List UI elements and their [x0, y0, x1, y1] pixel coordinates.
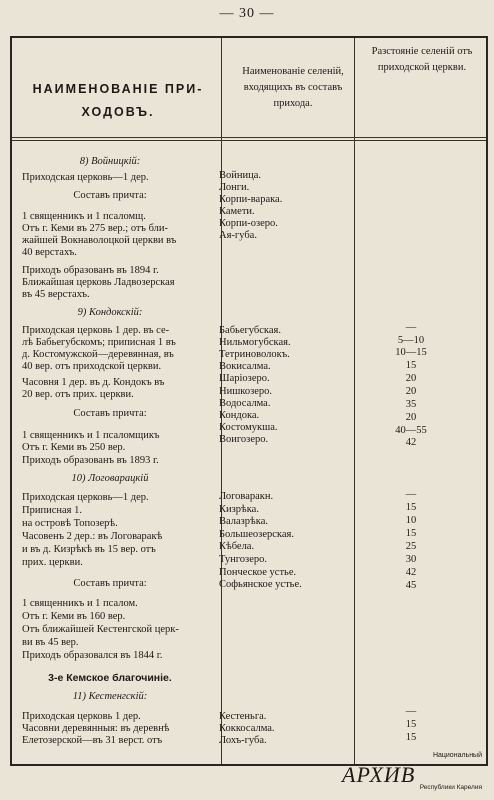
village-name: Бабьегубская. — [219, 325, 281, 336]
village-name: Коккосалма. — [219, 723, 275, 734]
distance-value: 10—15 — [395, 347, 427, 358]
parish-text-line: 40 вер. отъ приходской церкви. — [22, 361, 162, 372]
village-name: Войница. — [219, 170, 262, 181]
distance-value: — — [405, 322, 417, 333]
village-name: Большеозерская. — [219, 529, 294, 540]
distance-value: 20 — [405, 373, 417, 384]
parish-text-line: 40 верстахъ. — [22, 247, 77, 258]
parish-text-line: Приходъ образовался въ 1844 г. — [22, 650, 163, 661]
parish-text-line: 1 священникъ и 1 псаломщ. — [22, 211, 146, 222]
archive-logo — [322, 752, 488, 796]
parish-text-line: въ 45 верстахъ. — [22, 289, 90, 300]
parish-text-line: Отъ ближайшей Кестенгской церк- — [22, 624, 179, 635]
distance-value: 10 — [405, 515, 417, 526]
distance-value: 42 — [405, 567, 417, 578]
parish-heading: 11) Кестенгскій: — [72, 691, 148, 702]
header-parishes: НАИМЕНОВАНІЕ ПРИ-ХОДОВЪ. — [32, 82, 204, 119]
parish-text-line: Приходъ образованъ въ 1894 г. — [22, 265, 159, 276]
parish-text-line: Ближайшая церковь Ладвозерская — [22, 277, 175, 288]
parish-text-line: прих. церкви. — [22, 557, 83, 568]
header-divider — [12, 140, 486, 141]
parish-text-line: Приходская церковь—1 дер. — [22, 492, 149, 503]
logo-caption-bottom: Республики Карелия — [419, 784, 482, 791]
village-name: Кѣбела. — [219, 541, 255, 552]
parish-text-line: Часовня 1 дер. въ д. Кондокъ въ — [22, 377, 165, 388]
parish-text-line: Приходская церковь—1 дер. — [22, 172, 149, 183]
distance-value: — — [405, 489, 417, 500]
parish-text-line: жайшей Вокнаволоцкой церкви въ — [22, 235, 177, 246]
village-name: Лонги. — [219, 182, 250, 193]
parish-text-line: Елетозерской—въ 31 верст. отъ — [22, 735, 163, 746]
village-name: Понческое устье. — [219, 567, 297, 578]
header-distance: Разстояніе селеній отъ приходской церкви. — [371, 46, 473, 73]
village-name: Водосалма. — [219, 398, 271, 409]
distance-value: 42 — [405, 437, 417, 448]
parish-text-line: Приходъ образованъ въ 1893 г. — [22, 455, 159, 466]
distance-value: 20 — [405, 386, 417, 397]
village-name: Ая-губа. — [219, 230, 257, 241]
parish-text-line: Составъ причта: — [73, 578, 147, 589]
village-name: Камети. — [219, 206, 255, 217]
parish-text-line: Приходская церковь 1 дер. — [22, 711, 141, 722]
header-divider — [12, 137, 486, 138]
village-name: Корпи-варака. — [219, 194, 283, 205]
parish-text-line: Часовенъ 2 дер.: въ Логоваракѣ — [22, 531, 163, 542]
village-name: Нильмогубская. — [219, 337, 291, 348]
parish-text-line: Составъ причта: — [73, 408, 147, 419]
parish-text-line: Приходская церковь 1 дер. въ се- — [22, 325, 170, 336]
parish-heading: 9) Кондокскій: — [77, 307, 143, 318]
parish-text-line: ви въ 45 вер. — [22, 637, 79, 648]
village-name: Кизрѣка. — [219, 504, 259, 515]
parish-text-line: Составъ причта: — [73, 190, 147, 201]
parish-heading: 10) Логоварацкій — [71, 473, 149, 484]
village-name: Костомукша. — [219, 422, 278, 433]
parish-text-line: 1 священникъ и 1 псаломщикъ — [22, 430, 160, 441]
distance-value: 20 — [405, 412, 417, 423]
parish-text-line: Отъ г. Кеми въ 250 вер. — [22, 442, 126, 453]
village-name: Шаріозеро. — [219, 373, 270, 384]
parish-text-line: 3-е Кемское благочиніе. — [48, 672, 172, 684]
village-name: Воигозеро. — [219, 434, 269, 445]
parish-text-line: лѣ Бабьегубскомъ; приписная 1 въ — [22, 337, 176, 348]
parish-text-line: Отъ г. Кеми въ 275 вер.; отъ бли- — [22, 223, 169, 234]
village-name: Корпи-озеро. — [219, 218, 278, 229]
distance-value: 15 — [405, 719, 417, 730]
distance-value: 15 — [405, 502, 417, 513]
logo-caption-top: Национальный — [432, 752, 482, 759]
village-name: Тунгозеро. — [219, 554, 267, 565]
distance-value: 30 — [405, 554, 417, 565]
village-name: Кондока. — [219, 410, 260, 421]
parish-text-line: д. Костомужской—деревянная, въ — [22, 349, 174, 360]
distance-value: — — [405, 706, 417, 717]
parish-text-line: 20 вер. отъ прих. церкви. — [22, 389, 134, 400]
parish-text-line: на островѣ Топозерѣ. — [22, 518, 118, 529]
distance-value: 15 — [405, 732, 417, 743]
village-name: Софьянское устье. — [219, 579, 302, 590]
distance-value: 15 — [405, 360, 417, 371]
village-name: Кестеньга. — [219, 711, 267, 722]
village-name: Валазрѣка. — [219, 516, 268, 527]
village-name: Лохъ-губа. — [219, 735, 267, 746]
distance-value: 35 — [405, 399, 417, 410]
village-name: Нишкозеро. — [219, 386, 273, 397]
distance-value: 40—55 — [395, 425, 427, 436]
parish-text-line: Часовни деревянныя: въ деревнѣ — [22, 723, 170, 734]
distance-value: 25 — [405, 541, 417, 552]
parish-text-line: Отъ г. Кеми въ 160 вер. — [22, 611, 126, 622]
parish-heading: 8) Войницкій: — [79, 156, 141, 167]
parish-text-line: 1 священникъ и 1 псалом. — [22, 598, 138, 609]
parish-text-line: Приписная 1. — [22, 505, 82, 516]
village-name: Логоваракн. — [219, 491, 274, 502]
village-name: Тетриноволокъ. — [219, 349, 290, 360]
village-name: Вокисалма. — [219, 361, 271, 372]
distance-value: 5—10 — [397, 335, 425, 346]
page-number: — 30 — — [219, 6, 275, 21]
parish-text-line: и въ д. Кизрѣкѣ въ 15 вер. отъ — [22, 544, 156, 555]
distance-value: 45 — [405, 580, 417, 591]
distance-value: 15 — [405, 528, 417, 539]
logo-word: АРХИВ — [342, 762, 416, 787]
header-villages: Наименованіе селеній, входящихъ въ составъ прихода. — [242, 66, 344, 109]
